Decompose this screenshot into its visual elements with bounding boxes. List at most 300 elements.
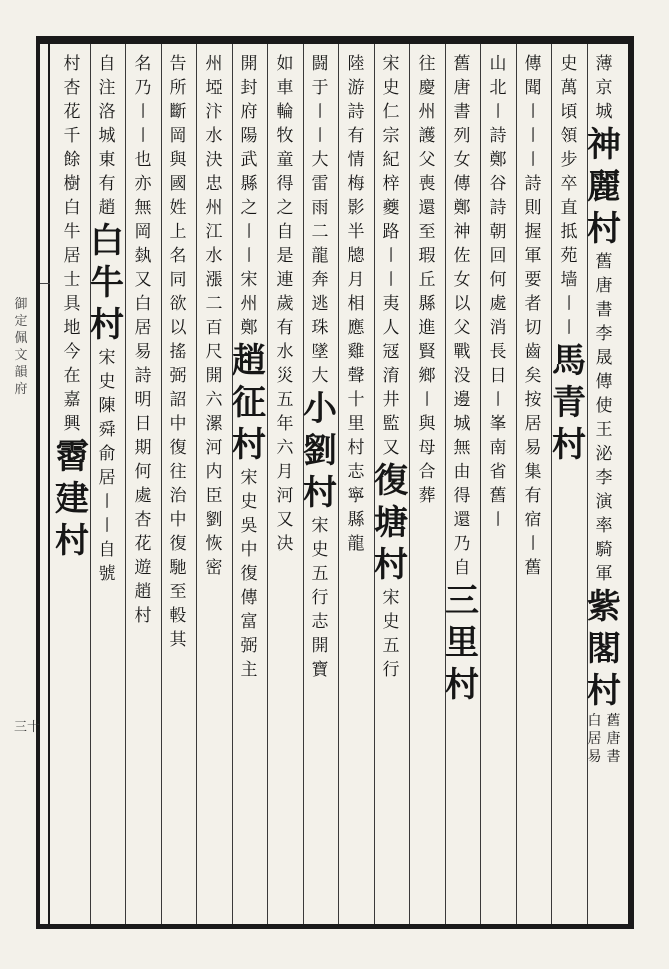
text-glyph: 城 xyxy=(453,414,471,434)
headword-glyph: 村 xyxy=(445,665,479,705)
headword-glyph: 麗 xyxy=(587,167,621,207)
strip-glyph: 御 xyxy=(14,297,28,312)
text-glyph: 者 xyxy=(524,294,542,314)
text-glyph: 日 xyxy=(489,366,507,386)
ditto-mark: 〡 xyxy=(560,294,578,314)
text-glyph: 州 xyxy=(240,294,258,314)
text-glyph: 晟 xyxy=(595,348,613,368)
annotation-text xyxy=(416,412,438,508)
text-glyph: 遊 xyxy=(134,558,152,578)
text-glyph: 居 xyxy=(134,318,152,338)
text-glyph: 具 xyxy=(63,294,81,314)
text-glyph: 與 xyxy=(169,150,187,170)
ditto-marks xyxy=(96,490,118,538)
text-glyph: 臣 xyxy=(205,486,223,506)
annotation-text xyxy=(96,52,118,220)
annotation-text xyxy=(309,514,331,682)
text-glyph: 亦 xyxy=(134,174,152,194)
text-glyph: 喪 xyxy=(418,174,436,194)
text-glyph: 士 xyxy=(63,270,81,290)
text-glyph: 洛 xyxy=(98,102,116,122)
ditto-marks xyxy=(522,532,544,556)
headword-glyph: 趙 xyxy=(232,341,266,381)
text-glyph: 于 xyxy=(311,78,329,98)
text-glyph: 自 xyxy=(98,54,116,74)
annotation-text xyxy=(96,538,118,586)
text-glyph: 居 xyxy=(524,414,542,434)
text-glyph: 號 xyxy=(98,564,116,584)
text-glyph: 紀 xyxy=(382,150,400,170)
text-glyph: 欲 xyxy=(169,294,187,314)
text-glyph: 岡 xyxy=(134,222,152,242)
center-strip-title xyxy=(12,296,34,398)
annotation-text xyxy=(380,586,402,682)
text-glyph: 尺 xyxy=(205,342,223,362)
text-glyph: 馳 xyxy=(169,558,187,578)
text-glyph: 得 xyxy=(453,486,471,506)
annotation-text xyxy=(274,52,296,388)
text-glyph: 女 xyxy=(453,150,471,170)
headword-glyph: 霫 xyxy=(55,437,89,477)
ditto-marks xyxy=(238,220,260,268)
text-glyph: 封 xyxy=(240,78,258,98)
text-glyph: 宋 xyxy=(382,54,400,74)
text-glyph: 相 xyxy=(347,294,365,314)
frame-top-rule xyxy=(38,36,634,44)
ditto-mark: 〡 xyxy=(489,390,507,410)
text-glyph: 童 xyxy=(276,150,294,170)
ditto-mark: 〡 xyxy=(524,534,542,554)
text-glyph: 五 xyxy=(382,636,400,656)
text-glyph: 告 xyxy=(169,54,187,74)
text-glyph: 主 xyxy=(240,660,258,680)
ditto-marks xyxy=(416,388,438,412)
text-glyph: 二 xyxy=(205,294,223,314)
ditto-marks xyxy=(558,292,580,340)
folio-number: 三十 xyxy=(14,720,41,735)
text-glyph: 年 xyxy=(276,414,294,434)
text-glyph: 使 xyxy=(595,396,613,416)
text-glyph: 宋 xyxy=(240,468,258,488)
annotation-text xyxy=(451,52,473,580)
text-glyph: 薄 xyxy=(595,54,613,74)
headword-glyph: 塘 xyxy=(374,503,408,543)
text-glyph: 州 xyxy=(205,198,223,218)
text-glyph: 明 xyxy=(134,390,152,410)
text-glyph: 姓 xyxy=(169,198,187,218)
text-glyph: 樹 xyxy=(63,174,81,194)
headword-glyph: 復 xyxy=(374,461,408,501)
text-glyph: 京 xyxy=(595,78,613,98)
note-glyph: 白 xyxy=(587,713,602,729)
text-glyph: 唐 xyxy=(595,276,613,296)
text-glyph: 還 xyxy=(453,510,471,530)
annotation-text xyxy=(132,52,154,100)
text-glyph: 影 xyxy=(347,198,365,218)
text-glyph: 宋 xyxy=(382,588,400,608)
headword-glyph: 村 xyxy=(374,545,408,585)
text-glyph: 史 xyxy=(560,54,578,74)
text-glyph: 頃 xyxy=(560,102,578,122)
text-glyph: 夔 xyxy=(382,198,400,218)
text-glyph: 至 xyxy=(418,222,436,242)
ditto-mark: 〡 xyxy=(524,150,542,170)
text-glyph: 武 xyxy=(240,150,258,170)
text-glyph: 水 xyxy=(205,246,223,266)
headword xyxy=(53,436,91,562)
text-glyph: 軍 xyxy=(524,246,542,266)
text-glyph: 水 xyxy=(205,126,223,146)
text-glyph: 治 xyxy=(169,486,187,506)
text-glyph: 監 xyxy=(382,414,400,434)
text-glyph: 李 xyxy=(595,324,613,344)
text-glyph: 五 xyxy=(311,564,329,584)
text-glyph: 率 xyxy=(595,516,613,536)
text-glyph: 宋 xyxy=(98,348,116,368)
headword-glyph: 村 xyxy=(587,209,621,249)
text-glyph: 牛 xyxy=(63,222,81,242)
text-glyph: 宋 xyxy=(311,516,329,536)
text-glyph: 聲 xyxy=(347,366,365,386)
text-glyph: 墜 xyxy=(311,342,329,362)
frame-bottom-rule xyxy=(38,924,634,929)
text-glyph: 傳 xyxy=(453,174,471,194)
frame-left-outer-rule xyxy=(36,36,40,929)
text-glyph: 峯 xyxy=(489,414,507,434)
text-glyph: 以 xyxy=(453,294,471,314)
text-glyph: 搖 xyxy=(169,342,187,362)
text-glyph: 舜 xyxy=(98,420,116,440)
text-glyph: 舊 xyxy=(524,558,542,578)
text-glyph: 開 xyxy=(311,636,329,656)
text-glyph: 處 xyxy=(489,294,507,314)
text-glyph: 輪 xyxy=(276,102,294,122)
ditto-mark: 〡 xyxy=(382,270,400,290)
text-glyph: 何 xyxy=(489,270,507,290)
text-glyph: 乃 xyxy=(134,78,152,98)
text-glyph: 握 xyxy=(524,222,542,242)
text-glyph: 騎 xyxy=(595,540,613,560)
ditto-mark: 〡 xyxy=(311,126,329,146)
text-glyph: 集 xyxy=(524,462,542,482)
text-glyph: 牧 xyxy=(276,126,294,146)
annotation-text xyxy=(96,346,118,490)
text-glyph: 劉 xyxy=(205,510,223,530)
strip-glyph: 韻 xyxy=(14,365,28,380)
text-glyph: 舊 xyxy=(595,252,613,272)
text-glyph: 史 xyxy=(382,78,400,98)
text-glyph: 餘 xyxy=(63,150,81,170)
ditto-marks xyxy=(487,100,509,124)
ditto-mark: 〡 xyxy=(311,102,329,122)
text-glyph: 期 xyxy=(134,438,152,458)
text-glyph: 十 xyxy=(347,390,365,410)
text-glyph: 又 xyxy=(276,510,294,530)
text-glyph: 車 xyxy=(276,78,294,98)
text-glyph: 岡 xyxy=(169,126,187,146)
text-glyph: 漲 xyxy=(205,270,223,290)
text-glyph: 吳 xyxy=(240,516,258,536)
annotation-text xyxy=(345,460,367,556)
text-glyph: 詩 xyxy=(489,126,507,146)
text-glyph: 復 xyxy=(169,534,187,554)
text-glyph: 龍 xyxy=(347,534,365,554)
text-glyph: 埡 xyxy=(205,78,223,98)
text-glyph: 舊 xyxy=(489,486,507,506)
annotation-text xyxy=(238,52,260,220)
text-glyph: 行 xyxy=(311,588,329,608)
text-glyph: 雷 xyxy=(311,174,329,194)
headword-glyph: 村 xyxy=(55,521,89,561)
text-glyph: 要 xyxy=(524,270,542,290)
text-glyph: 雞 xyxy=(347,342,365,362)
text-glyph: 闘 xyxy=(311,54,329,74)
text-glyph: 國 xyxy=(169,174,187,194)
text-glyph: 志 xyxy=(347,462,365,482)
text-glyph: 葬 xyxy=(418,486,436,506)
text-glyph: 陳 xyxy=(98,396,116,416)
text-glyph: 趙 xyxy=(98,198,116,218)
text-glyph: 佐 xyxy=(453,246,471,266)
ditto-mark: 〡 xyxy=(134,102,152,122)
text-glyph: 弼 xyxy=(240,636,258,656)
text-glyph: 戰 xyxy=(453,342,471,362)
annotation-text xyxy=(167,52,189,652)
text-glyph: 矣 xyxy=(524,366,542,386)
text-glyph: 自 xyxy=(453,558,471,578)
headword-glyph: 神 xyxy=(587,125,621,165)
text-glyph: 乃 xyxy=(453,534,471,554)
text-glyph: 上 xyxy=(169,222,187,242)
ditto-mark: 〡 xyxy=(489,102,507,122)
headword-glyph: 村 xyxy=(587,671,621,711)
text-glyph: 冦 xyxy=(382,342,400,362)
text-glyph: 傳 xyxy=(595,372,613,392)
text-glyph: 長 xyxy=(489,342,507,362)
annotation-text xyxy=(238,466,260,682)
text-glyph: 也 xyxy=(134,150,152,170)
text-glyph: 大 xyxy=(311,150,329,170)
ditto-mark: 〡 xyxy=(240,222,258,242)
text-glyph: 白 xyxy=(63,198,81,218)
text-glyph: 與 xyxy=(418,414,436,434)
text-glyph: 居 xyxy=(98,468,116,488)
ditto-marks xyxy=(309,100,331,148)
annotation-text xyxy=(558,52,580,292)
strip-glyph: 府 xyxy=(14,382,28,397)
text-glyph: 史 xyxy=(98,372,116,392)
text-glyph: 傳 xyxy=(240,588,258,608)
text-glyph: 得 xyxy=(276,174,294,194)
text-glyph: 百 xyxy=(205,318,223,338)
text-glyph: 梅 xyxy=(347,174,365,194)
text-glyph: 軍 xyxy=(595,564,613,584)
text-glyph: 興 xyxy=(63,414,81,434)
text-glyph: 村 xyxy=(347,438,365,458)
text-glyph: 萬 xyxy=(560,78,578,98)
center-strip-text xyxy=(12,296,34,398)
text-glyph: 復 xyxy=(240,564,258,584)
text-glyph: 消 xyxy=(489,318,507,338)
text-glyph: 書 xyxy=(453,102,471,122)
headword-glyph: 閣 xyxy=(587,629,621,669)
text-glyph: 里 xyxy=(347,414,365,434)
text-glyph: 領 xyxy=(560,126,578,146)
text-glyph: 寶 xyxy=(311,660,329,680)
text-glyph: 護 xyxy=(418,126,436,146)
text-glyph: 杏 xyxy=(63,78,81,98)
text-glyph: 城 xyxy=(98,126,116,146)
text-glyph: 易 xyxy=(134,342,152,362)
text-glyph: 李 xyxy=(595,468,613,488)
text-glyph: 易 xyxy=(524,438,542,458)
text-glyph: 宿 xyxy=(524,510,542,530)
text-glyph: 名 xyxy=(134,54,152,74)
text-glyph: 雨 xyxy=(311,198,329,218)
text-glyph: 開 xyxy=(240,54,258,74)
text-glyph: 以 xyxy=(169,318,187,338)
note-glyph: 居 xyxy=(587,731,602,747)
annotation-text xyxy=(522,172,544,532)
text-glyph: 王 xyxy=(595,420,613,440)
text-glyph: 河 xyxy=(205,438,223,458)
text-glyph: 唐 xyxy=(453,78,471,98)
ditto-mark: 〡 xyxy=(98,492,116,512)
ditto-mark: 〡 xyxy=(560,318,578,338)
strip-glyph: 文 xyxy=(14,348,28,363)
split-note-right xyxy=(605,712,622,766)
text-glyph: 鄭 xyxy=(453,198,471,218)
text-glyph: 慶 xyxy=(418,78,436,98)
text-glyph: 苑 xyxy=(560,246,578,266)
annotation-text xyxy=(593,52,615,124)
text-glyph: 六 xyxy=(205,390,223,410)
text-glyph: 游 xyxy=(347,78,365,98)
text-glyph: 舊 xyxy=(453,54,471,74)
ditto-mark: 〡 xyxy=(418,390,436,410)
text-column xyxy=(48,52,96,918)
text-glyph: 斷 xyxy=(169,102,187,122)
note-glyph: 書 xyxy=(606,749,621,765)
ditto-marks xyxy=(132,100,154,148)
text-glyph: 村 xyxy=(63,54,81,74)
annotation-text xyxy=(309,148,331,388)
text-glyph: 書 xyxy=(595,300,613,320)
headword-glyph: 小 xyxy=(303,389,337,429)
text-glyph: 史 xyxy=(311,540,329,560)
text-glyph: 北 xyxy=(489,78,507,98)
text-glyph: 水 xyxy=(276,342,294,362)
text-glyph: 宗 xyxy=(382,126,400,146)
text-glyph: 往 xyxy=(169,462,187,482)
text-glyph: 直 xyxy=(560,198,578,218)
text-glyph: 又 xyxy=(134,270,152,290)
annotation-text xyxy=(522,556,544,580)
text-glyph: 回 xyxy=(489,246,507,266)
text-glyph: 埶 xyxy=(134,246,152,266)
text-glyph: 之 xyxy=(276,198,294,218)
text-glyph: 南 xyxy=(489,438,507,458)
text-glyph: 行 xyxy=(382,660,400,680)
text-glyph: 連 xyxy=(276,270,294,290)
headword-glyph: 里 xyxy=(445,623,479,663)
text-glyph: 井 xyxy=(382,390,400,410)
text-glyph: 丘 xyxy=(418,270,436,290)
text-glyph: 又 xyxy=(382,438,400,458)
note-glyph: 唐 xyxy=(606,731,621,747)
text-glyph: 如 xyxy=(276,54,294,74)
headword-glyph: 劉 xyxy=(303,431,337,471)
ditto-mark: 〡 xyxy=(240,246,258,266)
text-glyph: 賢 xyxy=(418,342,436,362)
text-glyph: 決 xyxy=(205,150,223,170)
annotation-text xyxy=(132,148,154,628)
annotation-text xyxy=(593,250,615,586)
text-glyph: 谷 xyxy=(489,174,507,194)
text-glyph: 縣 xyxy=(347,510,365,530)
text-glyph: 路 xyxy=(382,222,400,242)
strip-glyph: 佩 xyxy=(14,331,28,346)
ditto-mark: 〡 xyxy=(489,510,507,530)
text-glyph: 應 xyxy=(347,318,365,338)
annotation-text xyxy=(203,364,225,580)
text-glyph: 梓 xyxy=(382,174,400,194)
text-glyph: 寧 xyxy=(347,486,365,506)
annotation-text xyxy=(203,52,225,364)
text-glyph: 鄭 xyxy=(240,318,258,338)
text-glyph: 所 xyxy=(169,78,187,98)
text-glyph: 還 xyxy=(418,198,436,218)
text-glyph: 處 xyxy=(134,486,152,506)
ditto-mark: 〡 xyxy=(524,102,542,122)
text-glyph: 居 xyxy=(63,246,81,266)
text-glyph: 逃 xyxy=(311,294,329,314)
text-glyph: 江 xyxy=(205,222,223,242)
text-glyph: 龍 xyxy=(311,246,329,266)
annotation-text xyxy=(522,52,544,100)
text-glyph: 往 xyxy=(418,54,436,74)
text-glyph: 步 xyxy=(560,150,578,170)
text-glyph: 自 xyxy=(276,222,294,242)
text-glyph: 珠 xyxy=(311,318,329,338)
text-glyph: 恢 xyxy=(205,534,223,554)
text-glyph: 河 xyxy=(276,486,294,506)
text-glyph: 卒 xyxy=(560,174,578,194)
text-glyph: 開 xyxy=(205,366,223,386)
text-glyph: 演 xyxy=(595,492,613,512)
text-glyph: 父 xyxy=(418,150,436,170)
text-glyph: 大 xyxy=(311,366,329,386)
text-glyph: 淯 xyxy=(382,366,400,386)
text-glyph: 傳 xyxy=(524,54,542,74)
text-glyph: 邊 xyxy=(453,390,471,410)
text-glyph: 有 xyxy=(524,486,542,506)
text-glyph: 進 xyxy=(418,318,436,338)
ditto-mark: 〡 xyxy=(98,516,116,536)
text-glyph: 二 xyxy=(311,222,329,242)
ditto-mark: 〡 xyxy=(524,126,542,146)
text-glyph: 則 xyxy=(524,198,542,218)
annotation-text xyxy=(416,52,438,388)
text-glyph: 切 xyxy=(524,318,542,338)
text-glyph: 鄭 xyxy=(489,150,507,170)
annotation-text xyxy=(487,52,509,100)
text-glyph: 歲 xyxy=(276,294,294,314)
text-glyph: 仁 xyxy=(382,102,400,122)
text-glyph: 白 xyxy=(134,294,152,314)
text-glyph: 城 xyxy=(595,102,613,122)
fish-tail-mark xyxy=(40,283,50,284)
